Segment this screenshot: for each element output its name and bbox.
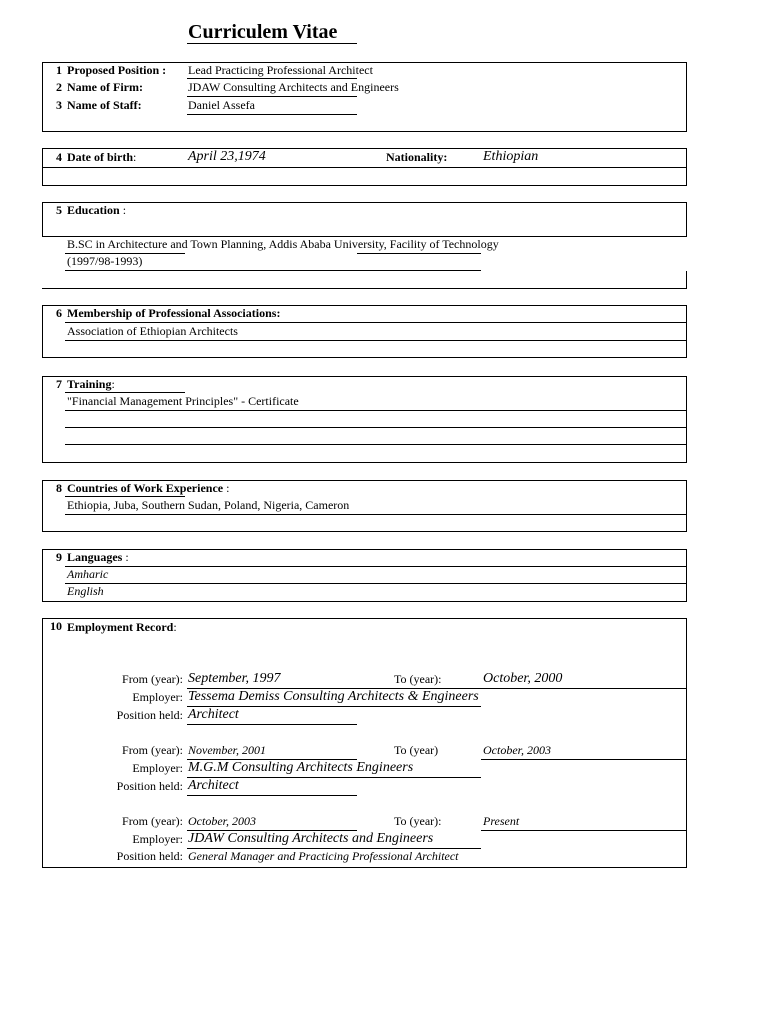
proposed-position-value: Lead Practicing Professional Architect xyxy=(188,63,373,77)
firm-value: JDAW Consulting Architects and Engineers xyxy=(188,80,399,94)
section-number-3: 3 xyxy=(56,98,62,112)
education-underline-c xyxy=(65,270,481,271)
section-training xyxy=(42,376,687,463)
record-3-employer-label: Employer: xyxy=(132,832,183,846)
record-2-from-underline-b xyxy=(481,759,687,760)
countries-label-group xyxy=(67,481,229,496)
countries-item-1: Ethiopia, Juba, Southern Sudan, Poland, Nigeria, Cameron xyxy=(67,498,350,512)
record-1-to-value: October, 2000 xyxy=(483,671,563,686)
dob-label-group xyxy=(67,150,136,165)
record-3-position-value: General Manager and Practicing Professional Architect xyxy=(188,849,459,863)
membership-divider-1 xyxy=(65,322,687,323)
section-number-8: 8 xyxy=(56,481,62,495)
record-2-position-value: Architect xyxy=(188,778,239,793)
membership-label: Membership of Professional Associations: xyxy=(67,306,281,320)
training-divider-2 xyxy=(65,427,687,428)
section-number-5: 5 xyxy=(56,203,62,217)
title-underline xyxy=(187,43,357,44)
staff-underline xyxy=(187,114,357,115)
record-2-from-value: November, 2001 xyxy=(188,743,266,757)
language-2: English xyxy=(67,584,104,598)
record-2-from-label: From (year): xyxy=(122,743,183,757)
record-1-to-label: To (year): xyxy=(394,672,442,686)
proposed-position-underline xyxy=(187,78,357,79)
training-colon: : xyxy=(111,377,115,391)
record-1-position-value: Architect xyxy=(188,707,239,722)
employment-label: Employment Record xyxy=(67,620,174,634)
languages-label: Languages xyxy=(67,550,123,564)
training-divider-3 xyxy=(65,444,687,445)
record-2-employer-value: M.G.M Consulting Architects Engineers xyxy=(188,760,414,775)
education-bottom-rule xyxy=(42,288,687,289)
staff-value: Daniel Assefa xyxy=(188,98,255,112)
record-2-to-value: October, 2003 xyxy=(483,743,551,757)
proposed-position-label: Proposed Position : xyxy=(67,63,167,77)
education-underline-b xyxy=(357,253,481,254)
section-languages xyxy=(42,549,687,602)
firm-label: Name of Firm: xyxy=(67,80,143,94)
training-label-underline xyxy=(65,392,185,393)
firm-underline xyxy=(187,96,357,97)
training-label-group xyxy=(67,377,115,392)
record-1-from-label: From (year): xyxy=(122,672,183,686)
education-label-group xyxy=(67,203,126,218)
record-3-from-value: October, 2003 xyxy=(188,814,256,828)
record-3-to-value: Present xyxy=(483,814,520,828)
countries-label-underline xyxy=(65,496,185,497)
countries-divider-1 xyxy=(65,514,687,515)
record-1-from-value: September, 1997 xyxy=(188,671,281,686)
employment-colon: : xyxy=(173,620,177,634)
membership-item-1: Association of Ethiopian Architects xyxy=(67,324,238,338)
record-1-position-underline xyxy=(187,724,357,725)
section-number-1: 1 xyxy=(56,63,62,77)
section-number-7: 7 xyxy=(56,377,62,391)
section-education xyxy=(42,202,687,237)
countries-label: Countries of Work Experience xyxy=(67,481,224,495)
education-right-border xyxy=(686,271,687,288)
record-2-to-label: To (year) xyxy=(394,743,439,757)
record-3-from-underline-b xyxy=(481,830,687,831)
education-colon: : xyxy=(119,203,127,217)
language-1: Amharic xyxy=(67,567,109,581)
dob-value: April 23,1974 xyxy=(188,149,266,164)
dob-colon: : xyxy=(133,150,137,164)
education-line-2: (1997/98-1993) xyxy=(67,254,143,268)
nationality-value: Ethiopian xyxy=(483,149,539,164)
record-3-from-label: From (year): xyxy=(122,814,183,828)
training-item-1: "Financial Management Principles" - Certificate xyxy=(67,394,299,408)
section-number-6: 6 xyxy=(56,306,62,320)
section-number-9: 9 xyxy=(56,550,62,564)
languages-divider-1 xyxy=(65,566,687,567)
education-label: Education xyxy=(67,203,120,217)
training-divider-1 xyxy=(65,410,687,411)
languages-colon: : xyxy=(122,550,129,564)
employment-label-group xyxy=(67,620,177,635)
record-1-position-label: Position held: xyxy=(116,708,183,722)
record-2-position-label: Position held: xyxy=(116,779,183,793)
training-label: Training xyxy=(67,377,112,391)
membership-divider-2 xyxy=(65,340,687,341)
dob-row-divider xyxy=(42,167,687,168)
record-3-position-label: Position held: xyxy=(116,849,183,863)
countries-colon: : xyxy=(223,481,230,495)
section-number-10: 10 xyxy=(50,619,62,633)
languages-divider-2 xyxy=(65,583,687,584)
section-number-4: 4 xyxy=(56,150,62,164)
record-2-position-underline xyxy=(187,795,357,796)
languages-label-group xyxy=(67,550,129,565)
record-3-employer-value: JDAW Consulting Architects and Engineers xyxy=(188,831,434,846)
record-1-employer-label: Employer: xyxy=(132,690,183,704)
record-2-employer-label: Employer: xyxy=(132,761,183,775)
record-3-to-label: To (year): xyxy=(394,814,442,828)
record-1-employer-value: Tessema Demiss Consulting Architects & Engineers xyxy=(188,689,479,704)
nationality-label: Nationality: xyxy=(386,150,448,164)
education-line-1: B.SC in Architecture and Town Planning, Addis Ababa University, Facility of Technology xyxy=(67,237,499,251)
section-number-2: 2 xyxy=(56,80,62,94)
staff-label: Name of Staff: xyxy=(67,98,142,112)
dob-label: Date of birth xyxy=(67,150,133,164)
page-title: Curriculem Vitae xyxy=(188,21,338,43)
